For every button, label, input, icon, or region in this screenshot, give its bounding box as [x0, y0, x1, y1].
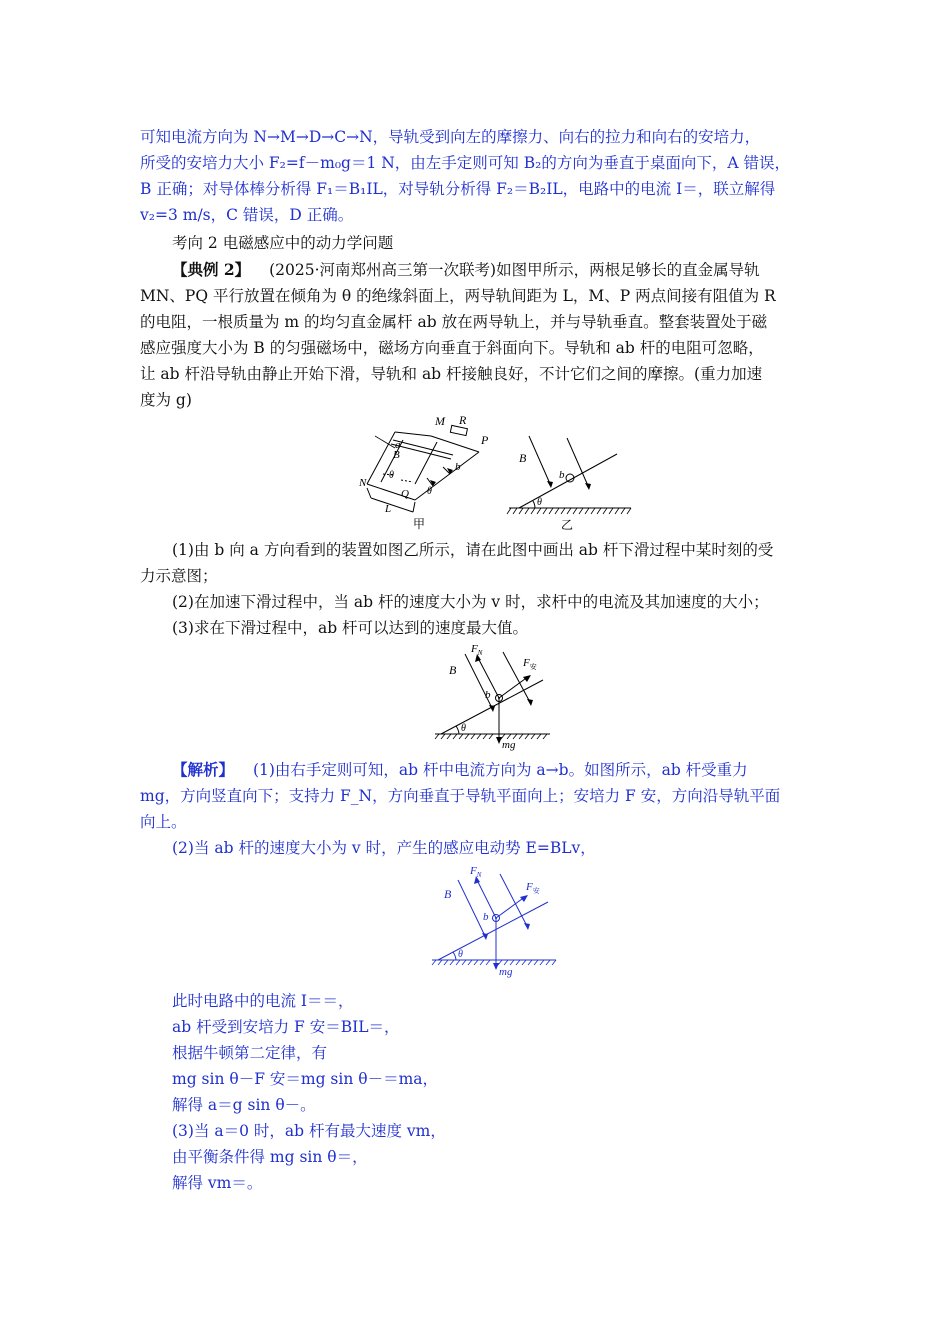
analysis-step-8: 解得 vm＝。 [172, 1174, 263, 1192]
fig-jia-label-B: B [393, 449, 400, 461]
fig-jia-label-a: a [395, 439, 401, 451]
example-line-3: 的电阻，一根质量为 m 的均匀直金属杆 ab 放在两导轨上，并与导轨垂直。整套装置处于磁 [140, 313, 768, 331]
analysis-step-1: 此时电路中的电流 I＝＝， [172, 992, 354, 1010]
question-2: (2)在加速下滑过程中，当 ab 杆的速度大小为 v 时，求杆中的电流及其加速度的大小； [172, 593, 769, 611]
analysis-step-5: 解得 a＝g sin θ－。 [172, 1096, 316, 1114]
fig-yi-label-B: B [519, 451, 527, 465]
question-3: (3)求在下滑过程中，ab 杆可以达到的速度最大值。 [172, 619, 529, 637]
analysis-force-label-mg: mg [499, 966, 513, 978]
analysis-line-2: mg，方向竖直向下；支持力 F_N，方向垂直于导轨平面向上；安培力 F 安，方向沿导轨平面 [140, 787, 781, 805]
fig-yi-label-b: b [559, 469, 565, 481]
question-1-line-2: 力示意图； [140, 567, 218, 585]
analysis-line-3: 向上。 [140, 813, 187, 831]
analysis-force-label-Fan: $F_安$ [526, 881, 540, 895]
analysis-step-7: 由平衡条件得 mg sin θ＝， [172, 1148, 368, 1166]
example-first-line [172, 257, 760, 283]
analysis-step-3: 根据牛顿第二定律，有 [172, 1044, 328, 1062]
force-diagram-question [405, 640, 555, 752]
fig-jia-label-Q: Q [401, 488, 409, 500]
fig-jia-label-L: L [385, 503, 392, 515]
analysis-line-1: (1)由右手定则可知，ab 杆中电流方向为 a→b。如图所示，ab 杆受重力 [252, 761, 748, 779]
analysis-first-line [172, 757, 748, 783]
example-line-1: (2025·河南郑州高三第一次联考)如图甲所示，两根足够长的直金属导轨 [269, 261, 760, 279]
section-title: 考向 2 电磁感应中的动力学问题 [172, 234, 394, 252]
question-1-line-1: (1)由 b 向 a 方向看到的装置如图乙所示，请在此图中画出 ab 杆下滑过程中某时刻的受 [172, 541, 774, 559]
fig-jia-label-N: N [359, 477, 367, 489]
analysis-step-4: mg sin θ－F 安＝mg sin θ－＝ma， [172, 1070, 439, 1088]
example-line-2: MN、PQ 平行放置在倾角为 θ 的绝缘斜面上，两导轨间距为 L，M、P 两点间接有阻值为 R [140, 287, 776, 305]
analysis-force-label-theta: θ [458, 949, 463, 960]
analysis-line-4: (2)当 ab 杆的速度大小为 v 时，产生的感应电动势 E=BLv， [172, 839, 596, 857]
prev-solution-line-1: 可知电流方向为 N→M→D→C→N，导轨受到向左的摩擦力、向右的拉力和向右的安培力， [140, 128, 761, 146]
force-label-B: B [449, 663, 457, 677]
example-line-6: 度为 g) [140, 391, 192, 409]
fig-yi-caption: 乙 [561, 518, 574, 532]
fig-jia-caption: 甲 [413, 517, 426, 531]
prev-solution-line-4: v₂=3 m/s，C 错误，D 正确。 [140, 206, 354, 224]
analysis-step-2: ab 杆受到安培力 F 安＝BIL＝， [172, 1018, 400, 1036]
fig-yi-label-theta: θ [537, 497, 542, 508]
fig-jia-label-R: R [459, 413, 467, 427]
analysis-force-label-b: b [483, 911, 489, 923]
analysis-force-label-FN: $F_N$ [470, 865, 482, 879]
prev-solution-line-3: B 正确；对导体棒分析得 F₁＝B₁IL，对导轨分析得 F₂＝B₂IL，电路中的电流 I＝，联立解得 [140, 180, 776, 198]
force-label-Fan: $F_安$ [523, 657, 537, 671]
fig-jia-label-M: M [435, 414, 445, 428]
example-label: 【典例 2】 [172, 260, 251, 279]
figure-yi [505, 432, 635, 534]
fig-jia-label-b: b [455, 461, 461, 473]
figure-jia [355, 412, 505, 534]
analysis-label: 【解析】 [172, 760, 235, 779]
force-diagram-analysis [428, 862, 578, 980]
force-label-b: b [485, 689, 491, 701]
force-label-mg: mg [502, 739, 516, 751]
analysis-force-label-B: B [444, 887, 452, 901]
example-line-4: 感应强度大小为 B 的匀强磁场中，磁场方向垂直于斜面向下。导轨和 ab 杆的电阻可忽略， [140, 339, 764, 357]
analysis-step-6: (3)当 a＝0 时，ab 杆有最大速度 vm， [172, 1122, 446, 1140]
fig-jia-label-P: P [481, 433, 489, 447]
fig-jia-label-theta-1: θ [389, 470, 394, 481]
fig-jia-label-theta-2: θ [427, 486, 432, 497]
example-line-5: 让 ab 杆沿导轨由静止开始下滑，导轨和 ab 杆接触良好，不计它们之间的摩擦。(重力加速 [140, 365, 763, 383]
force-label-theta: θ [461, 723, 466, 734]
prev-solution-line-2: 所受的安培力大小 F₂=f－m₀g＝1 N，由左手定则可知 B₂的方向为垂直于桌面向下，A 错误， [140, 154, 790, 172]
force-label-FN: $F_N$ [471, 643, 483, 657]
